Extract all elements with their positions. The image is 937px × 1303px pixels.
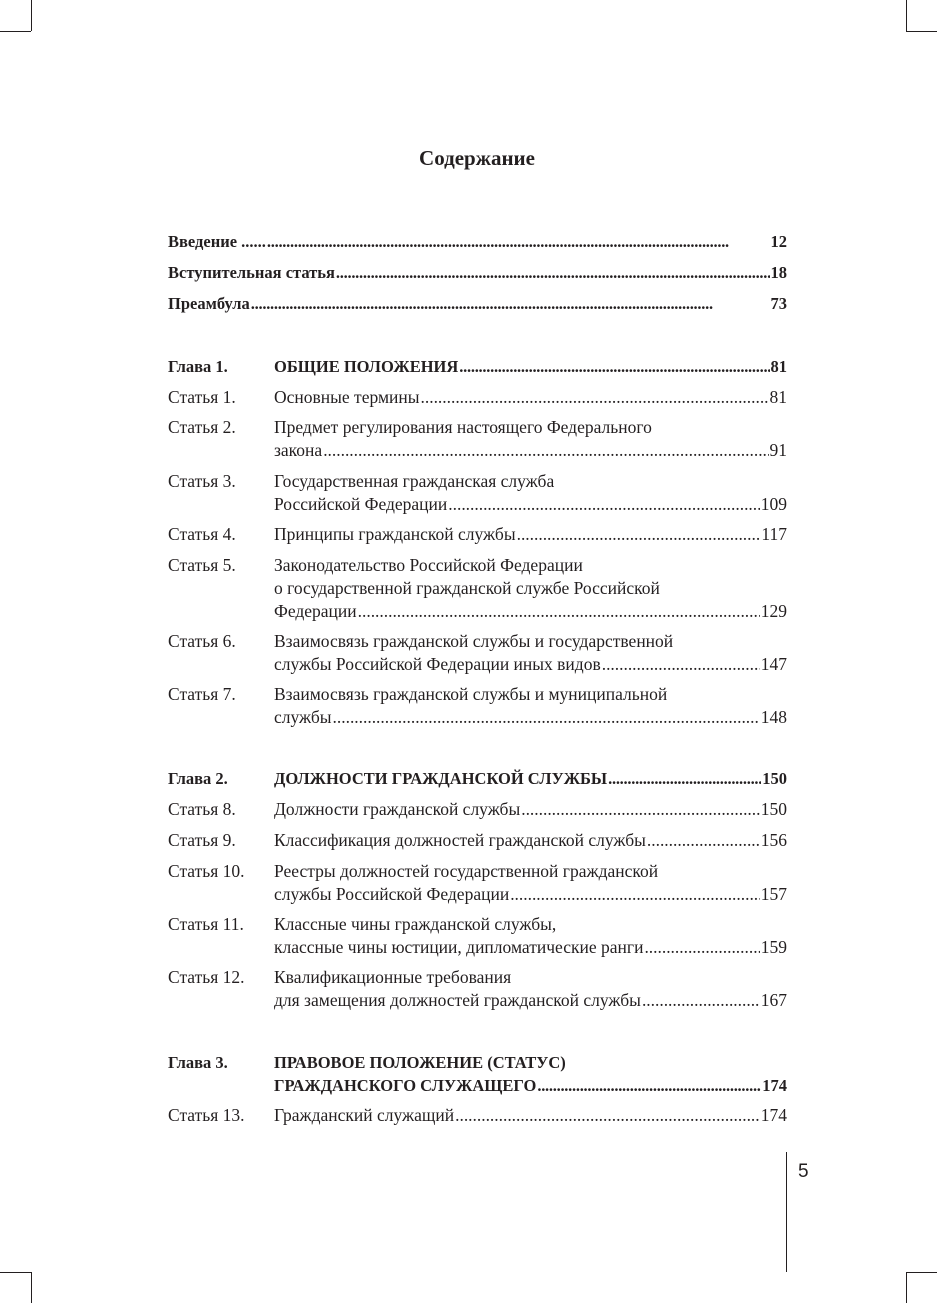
article-title-line: Гражданский служащий — [274, 1105, 455, 1125]
chapter-title-line: ДОЛЖНОСТИ ГРАЖДАНСКОЙ СЛУЖБЫ — [274, 769, 608, 788]
toc-entry-title: Преамбула — [168, 294, 250, 313]
chapter-title-line: ГРАЖДАНСКОГО СЛУЖАЩЕГО — [274, 1076, 537, 1095]
article-label: Статья 6. — [168, 631, 236, 651]
toc-page-number: 129 — [760, 601, 787, 621]
toc-page-number: 159 — [760, 937, 787, 957]
dot-leader — [647, 829, 760, 852]
dot-leader — [455, 1104, 760, 1127]
chapter-title-line: ОБЩИЕ ПОЛОЖЕНИЯ — [274, 357, 459, 376]
article-title-line: Реестры должностей государственной гражданской — [274, 861, 659, 881]
toc-entry-title: Введение ...... — [168, 232, 266, 251]
toc-page-number: 167 — [760, 990, 787, 1010]
dot-leader — [459, 355, 769, 378]
article-label: Статья 2. — [168, 417, 236, 437]
toc-page-number: 91 — [769, 440, 787, 460]
dot-leader — [602, 653, 760, 676]
page-number: 5 — [798, 1161, 809, 1182]
crop-mark-top-right-v — [906, 0, 907, 31]
toc-page-number: 156 — [760, 830, 787, 850]
dot-leader — [358, 600, 760, 623]
toc-page-number: 117 — [761, 524, 787, 544]
dot-leader — [642, 989, 760, 1012]
article-label: Статья 13. — [168, 1105, 245, 1125]
article-label: Статья 5. — [168, 555, 236, 575]
crop-mark-top-right-h — [906, 31, 937, 32]
dot-leader — [421, 386, 769, 409]
article-title-line: Квалификационные требования — [274, 967, 512, 987]
toc-page-number: 174 — [760, 1105, 787, 1125]
dot-leader — [448, 493, 759, 516]
page-title: Содержание — [419, 146, 535, 170]
toc-page-number: 150 — [762, 769, 787, 788]
article-title-line: Принципы гражданской службы — [274, 524, 516, 544]
article-label: Статья 11. — [168, 914, 244, 934]
toc-page-number: 81 — [769, 387, 787, 407]
article-title-line: Должности гражданской службы — [274, 799, 521, 819]
article-title-line: Взаимосвязь гражданской службы и муниципальной — [274, 684, 668, 704]
dot-leader — [323, 439, 768, 462]
article-title-line: о государственной гражданской службе Российской — [274, 578, 660, 598]
dot-leader — [336, 261, 770, 284]
article-title-line: Классификация должностей гражданской службы — [274, 830, 646, 850]
crop-mark-top-left-h — [0, 31, 31, 32]
dot-leader — [537, 1074, 761, 1097]
toc-page-number: 73 — [770, 294, 787, 313]
article-title-line: Федерации — [274, 601, 357, 621]
toc-entry-preamble[interactable] — [168, 292, 787, 315]
dot-leader — [333, 706, 760, 729]
article-title-line: Предмет регулирования настоящего Федерального — [274, 417, 652, 437]
crop-mark-bottom-left-h — [0, 1272, 31, 1273]
toc-page-number: 12 — [770, 232, 787, 251]
article-label: Статья 3. — [168, 471, 236, 491]
toc-page-number: 174 — [762, 1076, 787, 1095]
dot-leader — [517, 523, 761, 546]
dot-leader — [608, 767, 761, 790]
article-title-line: Взаимосвязь гражданской службы и государственной — [274, 631, 674, 651]
article-title-line: службы Российской Федерации — [274, 884, 510, 904]
crop-mark-bottom-left-v — [31, 1272, 32, 1303]
article-title-line: для замещения должностей гражданской службы — [274, 990, 641, 1010]
chapter-title-line: ПРАВОВОЕ ПОЛОЖЕНИЕ (СТАТУС) — [274, 1053, 566, 1072]
article-title-line: службы Российской Федерации иных видов — [274, 654, 601, 674]
dot-leader — [644, 936, 759, 959]
article-title-line: классные чины юстиции, дипломатические ранги — [274, 937, 644, 957]
article-label: Статья 12. — [168, 967, 245, 987]
article-title-line: закона — [274, 440, 323, 460]
article-title-line: службы — [274, 707, 332, 727]
dot-leader — [267, 230, 770, 253]
toc-page-number: 157 — [760, 884, 787, 904]
toc-page-number: 147 — [760, 654, 787, 674]
article-label: Статья 10. — [168, 861, 245, 881]
article-label: Статья 7. — [168, 684, 236, 704]
crop-mark-bottom-right-v — [906, 1272, 907, 1303]
folio-rule — [786, 1152, 787, 1272]
toc-page-number: 18 — [770, 263, 787, 282]
dot-leader — [510, 883, 760, 906]
dot-leader — [251, 292, 770, 315]
toc-entry-introduction[interactable] — [168, 230, 787, 253]
toc-entry-title: Вступительная статья — [168, 263, 335, 282]
chapter-label: Глава 3. — [168, 1053, 228, 1072]
article-title-line: Основные термины — [274, 387, 420, 407]
article-label: Статья 4. — [168, 524, 236, 544]
article-label: Статья 1. — [168, 387, 236, 407]
crop-mark-top-left-v — [31, 0, 32, 31]
dot-leader — [521, 798, 760, 821]
article-label: Статья 8. — [168, 799, 236, 819]
toc-page-number: 150 — [760, 799, 787, 819]
article-label: Статья 9. — [168, 830, 236, 850]
toc-page-number: 109 — [760, 494, 787, 514]
article-title-line: Российской Федерации — [274, 494, 448, 514]
article-title-line: Классные чины гражданской службы, — [274, 914, 557, 934]
toc-page-number: 148 — [760, 707, 787, 727]
article-title-line: Государственная гражданская служба — [274, 471, 555, 491]
article-title-line: Законодательство Российской Федерации — [274, 555, 583, 575]
chapter-label: Глава 2. — [168, 769, 228, 788]
crop-mark-bottom-right-h — [906, 1272, 937, 1273]
toc-page-number: 81 — [770, 357, 787, 376]
chapter-label: Глава 1. — [168, 357, 228, 376]
toc-entry-intro-article[interactable] — [168, 261, 787, 284]
